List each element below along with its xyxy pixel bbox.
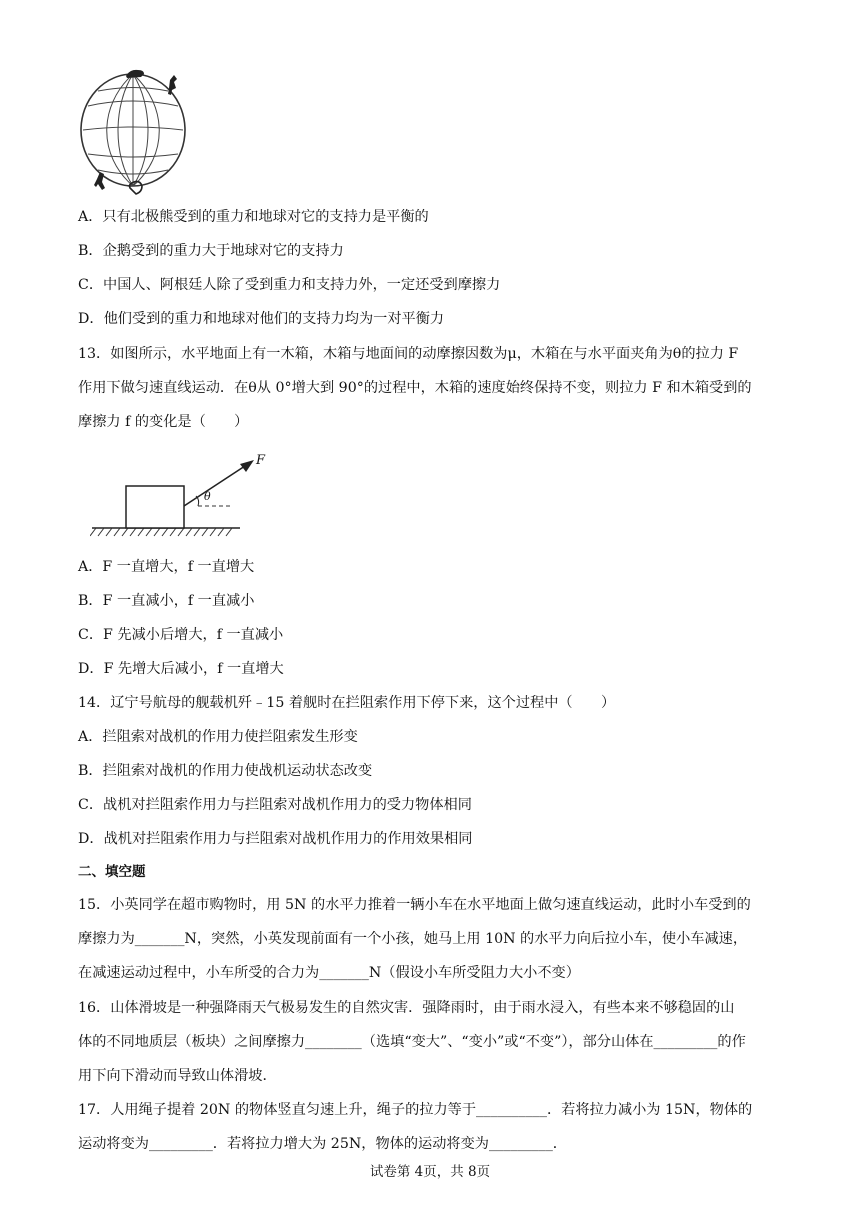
q13-option-d: D．F 先增大后减小，f 一直增大: [78, 661, 284, 677]
q13-stem-line-2: 作用下做匀速直线运动．在θ从 0°增大到 90°的过程中，木箱的速度始终保持不变，则拉力 F 和木箱受到的: [78, 380, 752, 396]
polar-bear-icon: [126, 70, 144, 78]
wooden-box: [126, 486, 184, 528]
globe-figure: [78, 66, 190, 198]
force-label: F: [256, 453, 266, 468]
q12-option-b: B．企鹅受到的重力大于地球对它的支持力: [78, 243, 344, 259]
q13-option-b: B．F 一直减小，f 一直减小: [78, 593, 255, 609]
q16-line-1: 16．山体滑坡是一种强降雨天气极易发生的自然灾害．强降雨时，由于雨水浸入，有些本来不够稳固的山: [78, 1000, 735, 1016]
q13-stem-line-1: 13．如图所示，水平地面上有一木箱，木箱与地面间的动摩擦因数为μ，木箱在与水平面夹角为θ的拉力 F: [78, 346, 739, 362]
q17-line-2: 运动将变为_________．若将拉力增大为 25N，物体的运动将变为_________．: [78, 1136, 567, 1152]
section-title-fill-in: 二、填空题: [78, 864, 146, 880]
q14-option-b: B．拦阻索对战机的作用力使战机运动状态改变: [78, 763, 373, 779]
q12-option-d: D．他们受到的重力和地球对他们的支持力均为一对平衡力: [78, 311, 445, 327]
q17-line-1: 17．人用绳子提着 20N 的物体竖直匀速上升，绳子的拉力等于__________．若将拉力减小为 15N，物体的: [78, 1102, 753, 1118]
q14-option-a: A．拦阻索对战机的作用力使拦阻索发生形变: [78, 729, 358, 745]
q13-stem-line-3: 摩擦力 f 的变化是（ ）: [78, 414, 249, 430]
q14-option-d: D．战机对拦阻索作用力与拦阻索对战机作用力的作用效果相同: [78, 831, 473, 847]
person-icon-2: [94, 172, 105, 190]
q15-line-3: 在减速运动过程中，小车所受的合力为_______N（假设小车所受阻力大小不变）: [78, 965, 580, 981]
q13-option-c: C．F 先减小后增大，f 一直减小: [78, 627, 284, 643]
box-force-figure: [90, 448, 280, 538]
q16-line-2: 体的不同地质层（板块）之间摩擦力________（选填“变大”、“变小”或“不变”），部分山体在_________的作: [78, 1034, 746, 1050]
q14-option-c: C．战机对拦阻索作用力与拦阻索对战机作用力的受力物体相同: [78, 797, 472, 813]
angle-label: θ: [204, 490, 211, 503]
q15-line-1: 15．小英同学在超市购物时，用 5N 的水平力推着一辆小车在水平地面上做匀速直线运动，此时小车受到的: [78, 897, 751, 913]
person-icon: [168, 75, 177, 95]
q14-stem: 14．辽宁号航母的舰载机歼﹣15 着舰时在拦阻索作用下停下来，这个过程中（ ）: [78, 695, 616, 711]
q15-line-2: 摩擦力为_______N，突然，小英发现前面有一个小孩，她马上用 10N 的水平力向后拉小车，使小车减速，: [78, 931, 748, 947]
force-arrow: [184, 464, 248, 506]
q16-line-3: 用下向下滑动而导致山体滑坡．: [78, 1068, 277, 1084]
page-footer: 试卷第 4页，共 8页: [369, 1164, 491, 1180]
q12-option-c: C．中国人、阿根廷人除了受到重力和支持力外，一定还受到摩擦力: [78, 277, 501, 293]
q12-option-a: A．只有北极熊受到的重力和地球对它的支持力是平衡的: [78, 209, 429, 225]
q13-option-a: A．F 一直增大，f 一直增大: [78, 559, 255, 575]
